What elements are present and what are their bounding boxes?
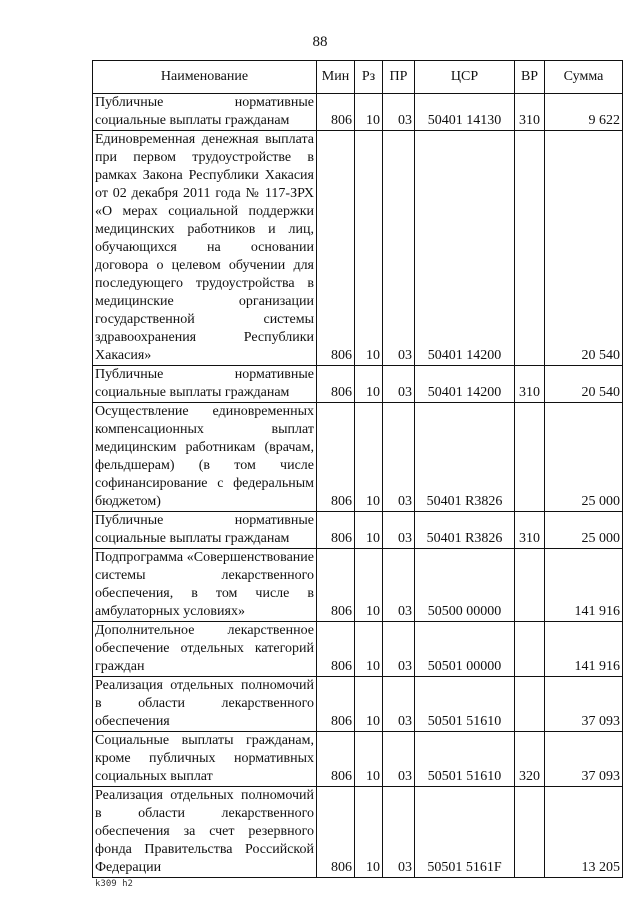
table-row [93, 549, 623, 622]
row-min: 806 [317, 549, 355, 622]
row-sum: 37 093 [545, 732, 623, 787]
header-rz: Рз [355, 61, 383, 94]
row-name: Публичные нормативные социальные выплаты гражданам [93, 366, 317, 403]
table-row [93, 622, 623, 677]
row-csr: 50401 14200 [415, 131, 515, 366]
row-rz: 10 [355, 622, 383, 677]
row-pr: 03 [383, 732, 415, 787]
row-name: Публичные нормативные социальные выплаты гражданам [93, 94, 317, 131]
header-sum: Сумма [545, 61, 623, 94]
row-pr: 03 [383, 512, 415, 549]
row-csr: 50401 R3826 [415, 512, 515, 549]
row-name: Социальные выплаты гражданам, кроме публичных нормативных социальных выплат [93, 732, 317, 787]
row-csr: 50501 51610 [415, 677, 515, 732]
table-row [93, 94, 623, 131]
row-pr: 03 [383, 94, 415, 131]
row-csr: 50501 5161F [415, 787, 515, 878]
table-row [93, 732, 623, 787]
row-rz: 10 [355, 787, 383, 878]
row-csr: 50500 00000 [415, 549, 515, 622]
row-pr: 03 [383, 403, 415, 512]
row-min: 806 [317, 622, 355, 677]
row-rz: 10 [355, 512, 383, 549]
row-sum: 20 540 [545, 131, 623, 366]
row-pr: 03 [383, 677, 415, 732]
row-vr [515, 787, 545, 878]
budget-table [92, 60, 623, 878]
header-csr: ЦСР [415, 61, 515, 94]
table-row [93, 403, 623, 512]
table-row [93, 677, 623, 732]
table-row [93, 366, 623, 403]
row-sum: 25 000 [545, 403, 623, 512]
row-sum: 141 916 [545, 622, 623, 677]
table-row [93, 131, 623, 366]
row-sum: 20 540 [545, 366, 623, 403]
header-vr: ВР [515, 61, 545, 94]
row-rz: 10 [355, 549, 383, 622]
row-vr [515, 403, 545, 512]
row-name: Единовременная денежная выплата при первом трудоустройстве в рамках Закона Республики Хакасия от 02 декабря 2011 года № 117-ЗРХ «О мерах социальной поддержки медицинских работников и лиц, обучающихся на основании договора о целевом обучении для последующего трудоустройства в медицинские организации государственной системы здравоохранения Республики Хакасия» [93, 131, 317, 366]
row-sum: 141 916 [545, 549, 623, 622]
row-min: 806 [317, 512, 355, 549]
row-pr: 03 [383, 366, 415, 403]
row-csr: 50501 51610 [415, 732, 515, 787]
row-vr: 310 [515, 512, 545, 549]
row-csr: 50501 00000 [415, 622, 515, 677]
row-min: 806 [317, 732, 355, 787]
row-sum: 13 205 [545, 787, 623, 878]
row-min: 806 [317, 403, 355, 512]
table-row [93, 787, 623, 878]
footer-code: k309 h2 [95, 879, 133, 889]
row-pr: 03 [383, 622, 415, 677]
row-min: 806 [317, 787, 355, 878]
row-name: Дополнительное лекарственное обеспечение отдельных категорий граждан [93, 622, 317, 677]
row-min: 806 [317, 94, 355, 131]
row-rz: 10 [355, 677, 383, 732]
row-name: Осуществление единовременных компенсационных выплат медицинским работникам (врачам, фельдшерам) (в том числе софинансирование с федеральным бюджетом) [93, 403, 317, 512]
row-rz: 10 [355, 94, 383, 131]
row-name: Реализация отдельных полномочий в области лекарственного обеспечения [93, 677, 317, 732]
row-vr: 320 [515, 732, 545, 787]
row-sum: 9 622 [545, 94, 623, 131]
row-vr [515, 622, 545, 677]
row-rz: 10 [355, 403, 383, 512]
row-csr: 50401 R3826 [415, 403, 515, 512]
row-min: 806 [317, 366, 355, 403]
row-rz: 10 [355, 366, 383, 403]
row-pr: 03 [383, 131, 415, 366]
row-vr [515, 677, 545, 732]
table-row [93, 512, 623, 549]
header-name: Наименование [93, 61, 317, 94]
row-csr: 50401 14200 [415, 366, 515, 403]
row-rz: 10 [355, 732, 383, 787]
header-min: Мин [317, 61, 355, 94]
row-vr [515, 131, 545, 366]
row-sum: 37 093 [545, 677, 623, 732]
row-vr [515, 549, 545, 622]
row-name: Реализация отдельных полномочий в области лекарственного обеспечения за счет резервного фонда Правительства Российской Федерации [93, 787, 317, 878]
row-min: 806 [317, 677, 355, 732]
header-pr: ПР [383, 61, 415, 94]
row-rz: 10 [355, 131, 383, 366]
table-header-row [93, 61, 623, 94]
row-pr: 03 [383, 549, 415, 622]
row-vr: 310 [515, 94, 545, 131]
row-vr: 310 [515, 366, 545, 403]
row-name: Подпрограмма «Совершенствование системы лекарственного обеспечения, в том числе в амбулаторных условиях» [93, 549, 317, 622]
row-pr: 03 [383, 787, 415, 878]
row-min: 806 [317, 131, 355, 366]
page-number: 88 [312, 34, 328, 50]
row-name: Публичные нормативные социальные выплаты гражданам [93, 512, 317, 549]
row-sum: 25 000 [545, 512, 623, 549]
row-csr: 50401 14130 [415, 94, 515, 131]
